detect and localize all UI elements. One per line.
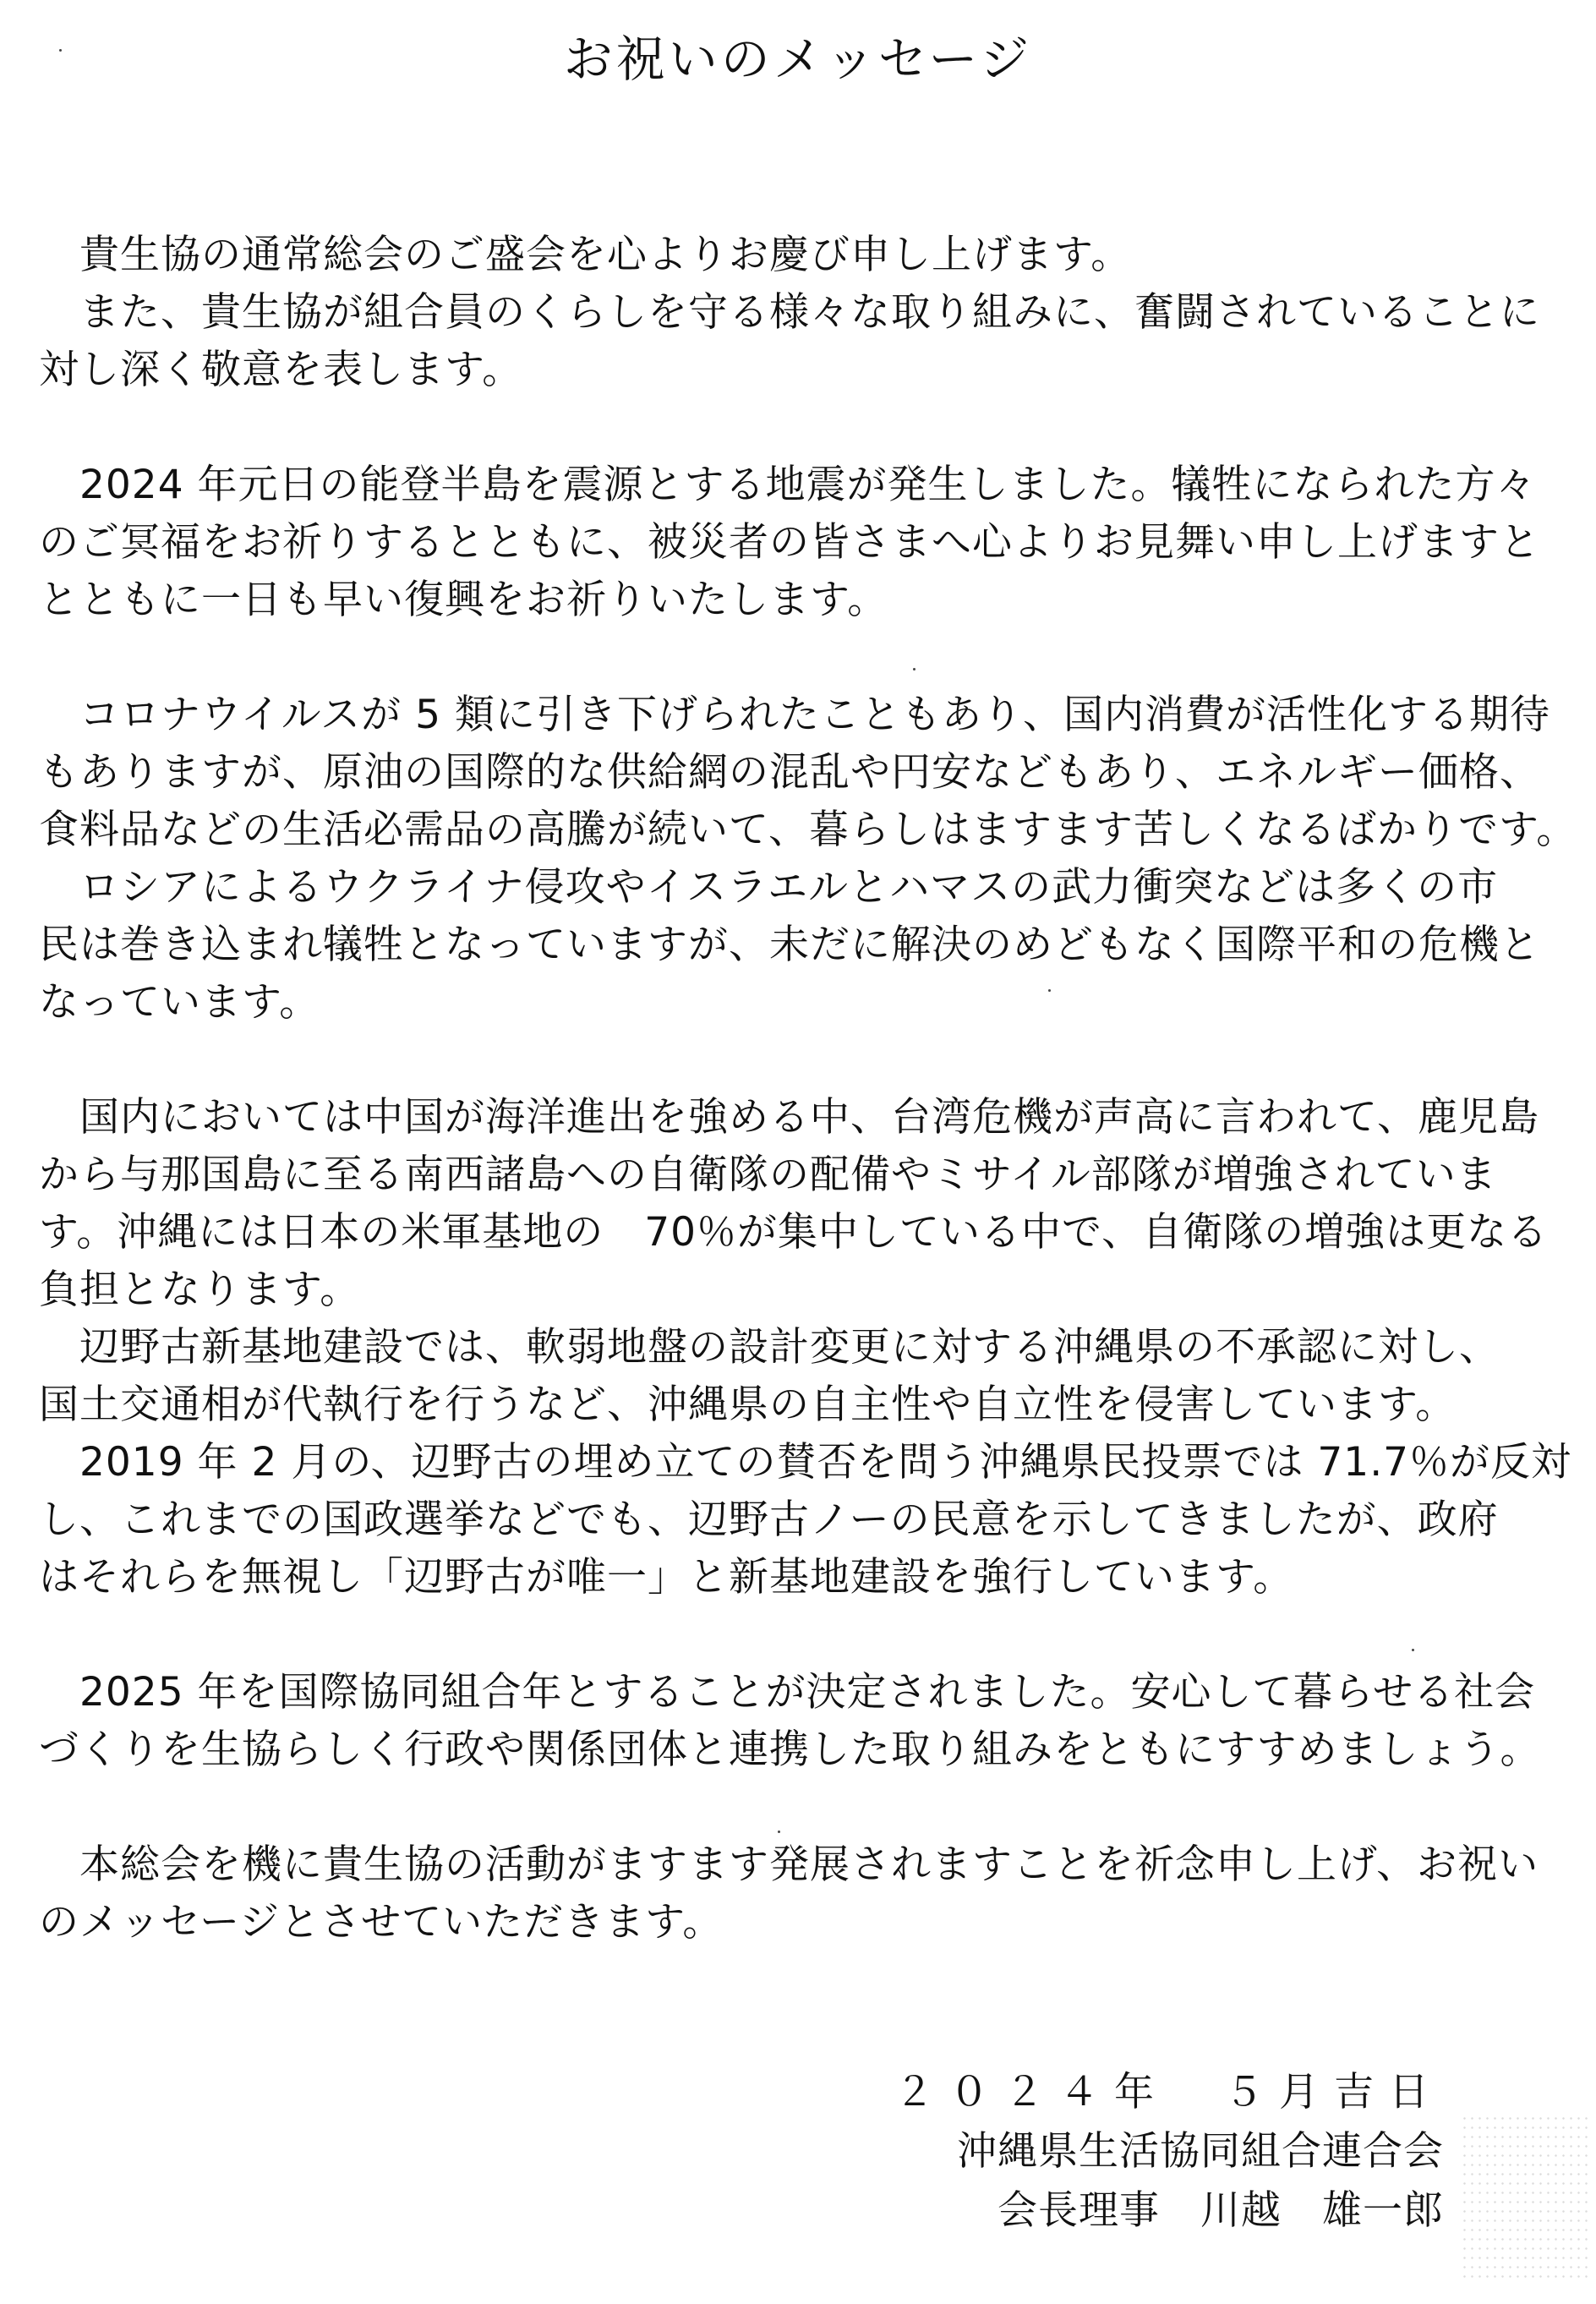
text-line: ロシアによるウクライナ侵攻やイスラエルとハマスの武力衝突などは多くの市 [39, 864, 1499, 911]
text-line: 2025 年を国際協同組合年とすることが決定されました。安心して暮らせる社会 [39, 1669, 1536, 1716]
text-line: 貴生協の通常総会のご盛会を心よりお慶び申し上げます。 [39, 232, 1132, 278]
paragraph-greeting [39, 227, 1560, 399]
paragraph-economy [39, 687, 1577, 1032]
text-line: 対し深く敬意を表します。 [39, 347, 523, 393]
paragraph-okinawa [39, 1089, 1572, 1606]
scan-speck [1412, 1649, 1414, 1651]
text-line: コロナウイルスが 5 類に引き下げられたこともあり、国内消費が活性化する期待 [39, 692, 1550, 738]
text-line: もありますが、原油の国際的な供給網の混乱や円安などもあり、エネルギー価格、 [39, 749, 1540, 796]
text-line: 本総会を機に貴生協の活動がますます発展されますことを祈念申し上げ、お祝い [39, 1842, 1539, 1888]
scan-speck [1048, 989, 1051, 992]
text-line: また、貴生協が組合員のくらしを守る様々な取り組みに、奮闘されていることに [39, 289, 1540, 336]
scan-speck [913, 668, 916, 670]
text-line: はそれらを無視し「辺野古が唯一」と新基地建設を強行しています。 [39, 1554, 1294, 1601]
text-line: 負担となります。 [39, 1267, 361, 1313]
signature-date: ２０２４年 ５月吉日 [894, 2069, 1444, 2115]
text-line: 2019 年 2 月の、辺野古の埋め立ての賛否を問う沖縄県民投票では 71.7％が反対 [39, 1439, 1572, 1486]
text-line: のメッセージとさせていただきます。 [39, 1899, 724, 1946]
paragraph-cooperative-year [39, 1664, 1560, 1779]
text-line: から与那国島に至る南西諸島への自衛隊の配備やミサイル部隊が増強されていま [39, 1152, 1497, 1198]
letter-body [39, 227, 1577, 2009]
text-line: 民は巻き込まれ犠牲となっていますが、未だに解決のめどもなく国際平和の危機と [39, 922, 1540, 968]
text-line: 辺野古新基地建設では、軟弱地盤の設計変更に対する沖縄県の不承認に対し、 [39, 1324, 1500, 1371]
text-line: 国土交通相が代執行を行うなど、沖縄県の自主性や自立性を侵害しています。 [39, 1382, 1457, 1428]
text-line: 食料品などの生活必需品の高騰が続いて、暮らしはますます苦しくなるばかりです。 [39, 807, 1577, 853]
signature-block [683, 2063, 1444, 2241]
letter-title: お祝いのメッセージ [563, 30, 1033, 88]
text-line: す。沖縄には日本の米軍基地の 70％が集中している中で、自衛隊の増強は更なる [39, 1209, 1549, 1256]
signature-organization: 沖縄県生活協同組合連合会 [957, 2128, 1444, 2175]
text-line: 2024 年元日の能登半島を震源とする地震が発生しました。犠牲になられた方々 [39, 462, 1537, 508]
scan-noise-stamp [1461, 2114, 1588, 2283]
text-line: づくりを生協らしく行政や関係団体と連携した取り組みをともにすすめましょう。 [39, 1727, 1541, 1773]
paragraph-closing [39, 1836, 1560, 1951]
scan-speck [778, 1831, 780, 1833]
scan-speck [59, 49, 62, 52]
text-line: とともに一日も早い復興をお祈りいたします。 [39, 577, 888, 623]
text-line: し、これまでの国政選挙などでも、辺野古ノーの民意を示してきましたが、政府 [39, 1497, 1499, 1543]
text-line: なっています。 [39, 979, 320, 1026]
signature-name: 会長理事 川越 雄一郎 [998, 2187, 1444, 2234]
text-line: 国内においては中国が海洋進出を強める中、台湾危機が声高に言われて、鹿児島 [39, 1094, 1540, 1141]
text-line: のご冥福をお祈りするとともに、被災者の皆さまへ心よりお見舞い申し上げますと [39, 519, 1540, 566]
paragraph-earthquake [39, 457, 1560, 629]
